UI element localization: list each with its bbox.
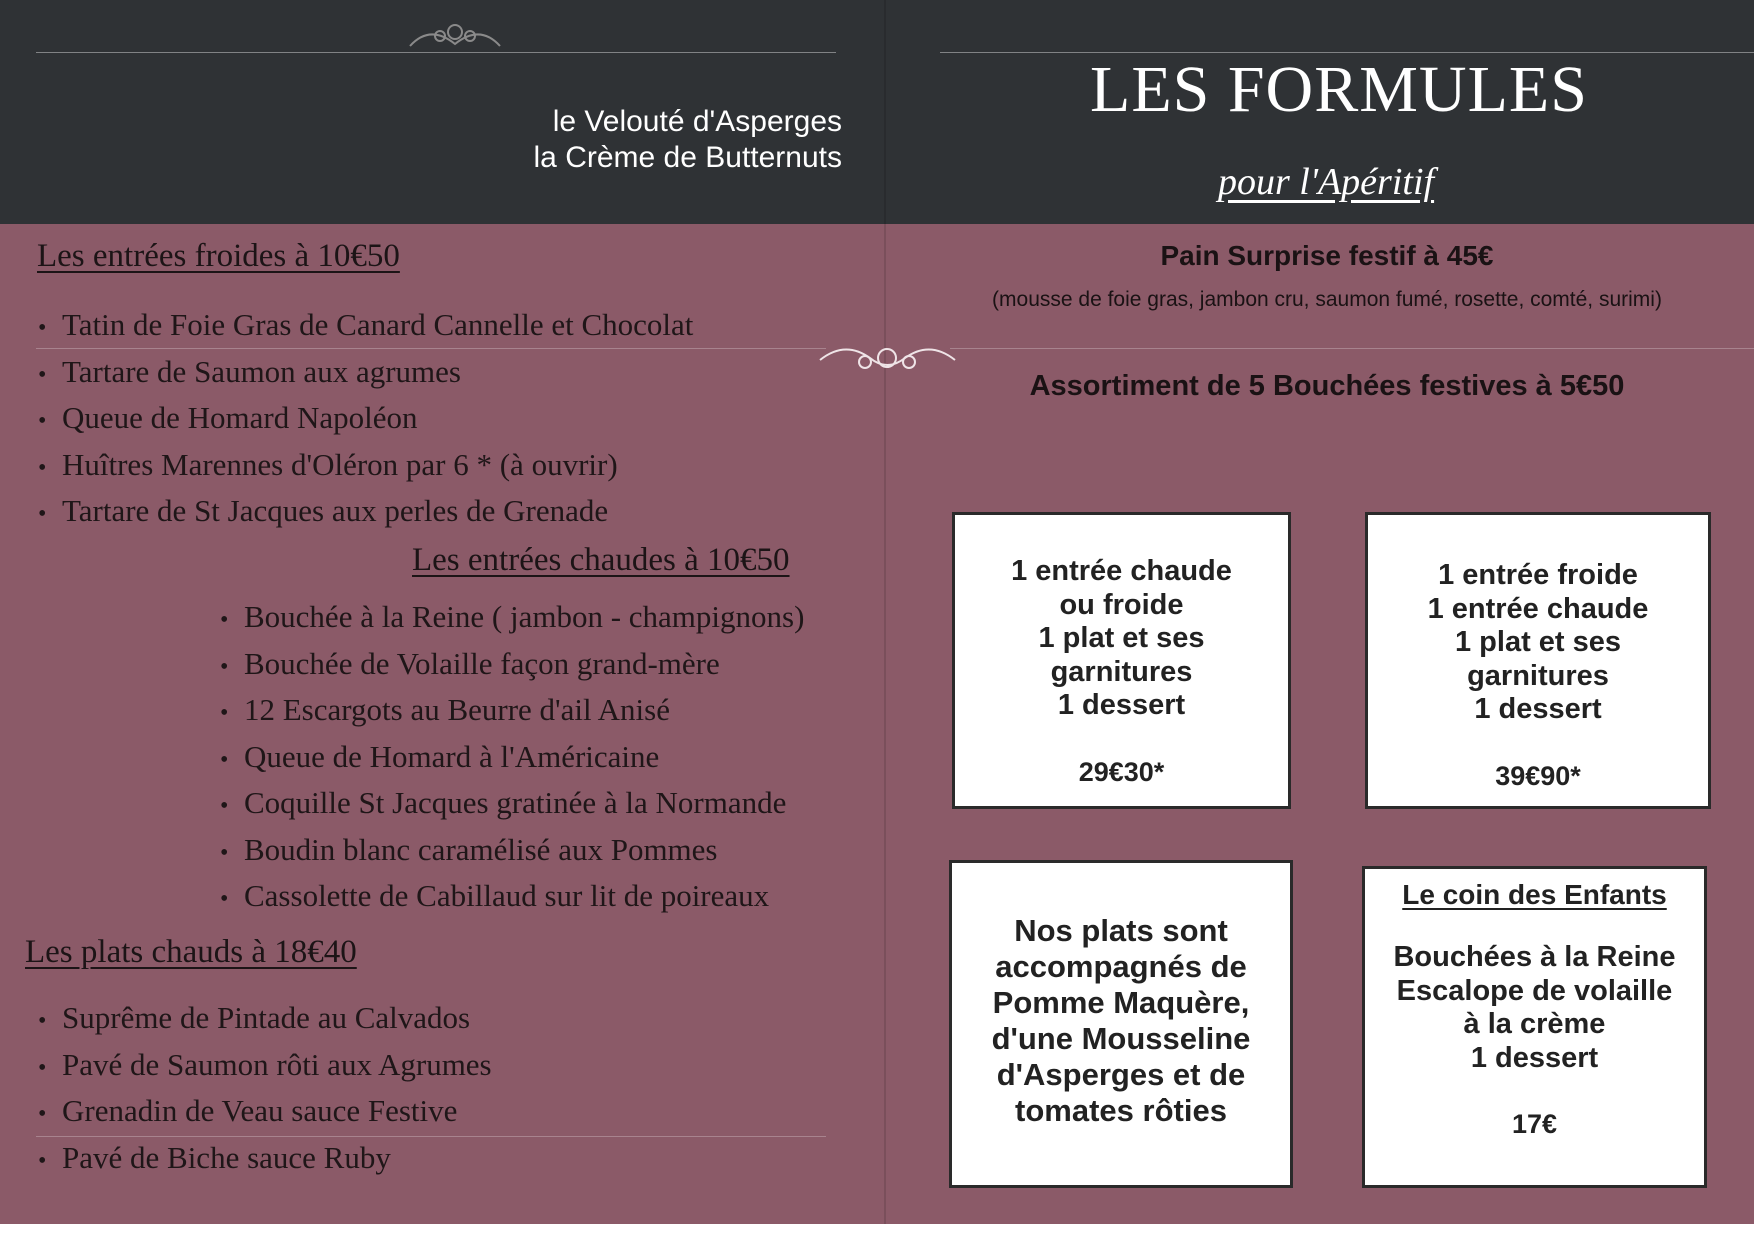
accompaniment-note-box (949, 860, 1293, 1188)
pain-surprise-description: (mousse de foie gras, jambon cru, saumon fumé, rosette, comté, surimi) (992, 288, 1662, 311)
formula-line: 1 entrée chaude (1011, 555, 1232, 587)
formula-line: 1 dessert (1474, 693, 1602, 725)
cold-starters-list (38, 302, 693, 535)
flourish-ornament-top (400, 14, 510, 54)
formula-line: 1 dessert (1057, 689, 1186, 721)
list-item: • Coquille St Jacques gratinée à la Normande (220, 780, 804, 827)
soup-item: la Crème de Butternuts (533, 141, 842, 174)
kids-line: 1 dessert (1470, 1041, 1599, 1074)
hot-dishes-title: Les plats chauds à 18€40 (25, 934, 357, 970)
note-line: d'Asperges et de (996, 1057, 1246, 1092)
kids-corner-box (1362, 866, 1707, 1188)
note-line: Pomme Maquère, (992, 985, 1250, 1020)
list-item: • Pavé de Biche sauce Ruby (38, 1135, 492, 1182)
list-item: • Tatin de Foie Gras de Canard Cannelle et Chocolat (38, 302, 693, 349)
soup-item: le Velouté d'Asperges (552, 105, 842, 138)
formula-line: 1 entrée chaude (1427, 592, 1649, 625)
hot-dishes-list (38, 995, 492, 1181)
page-title: LES FORMULES (1090, 53, 1588, 126)
formula-line: ou froide (1059, 588, 1184, 621)
soups (534, 104, 842, 176)
list-item: • Queue de Homard Napoléon (38, 395, 693, 442)
kids-line: Bouchées à la Reine (1393, 941, 1676, 973)
note-line: tomates rôties (1015, 1093, 1227, 1128)
list-item: • Tartare de St Jacques aux perles de Grenade (38, 488, 693, 535)
divider-rule-right (950, 348, 1754, 349)
formula-line: 1 plat et ses (1038, 622, 1205, 654)
fold-line (884, 0, 886, 1224)
page-subtitle: pour l'Apéritif (1218, 161, 1435, 203)
cold-starters-title: Les entrées froides à 10€50 (37, 238, 400, 274)
formula-price: 29€30* (1078, 756, 1165, 787)
hot-starters-title: Les entrées chaudes à 10€50 (412, 542, 790, 578)
note-line: Nos plats sont (1014, 913, 1228, 948)
list-item: • Bouchée de Volaille façon grand-mère (220, 641, 804, 688)
list-item: • Tartare de Saumon aux agrumes (38, 349, 693, 396)
list-item: • Queue de Homard à l'Américaine (220, 734, 804, 781)
list-item: • Boudin blanc caramélisé aux Pommes (220, 827, 804, 874)
kids-line: Escalope de volaille (1396, 974, 1673, 1007)
kids-corner-title: Le coin des Enfants (1402, 879, 1667, 910)
formula-line: 1 plat et ses (1454, 626, 1622, 658)
formula-line: garnitures (1050, 655, 1193, 688)
list-item: • Huîtres Marennes d'Oléron par 6 * (à ouvrir) (38, 442, 693, 489)
hot-starters-list (220, 594, 804, 920)
list-item: • Cassolette de Cabillaud sur lit de poireaux (220, 873, 804, 920)
formula-line: garnitures (1467, 659, 1609, 692)
note-line: d'une Mousseline (991, 1021, 1251, 1056)
list-item: • Suprême de Pintade au Calvados (38, 995, 492, 1042)
formula-price: 39€90* (1495, 760, 1581, 791)
list-item: • Grenadin de Veau sauce Festive (38, 1088, 492, 1135)
kids-price: 17€ (1511, 1109, 1558, 1139)
formula-box-1 (952, 512, 1291, 809)
list-item: • 12 Escargots au Beurre d'ail Anisé (220, 687, 804, 734)
pain-surprise-heading: Pain Surprise festif à 45€ (1160, 240, 1494, 271)
bouchees-heading: Assortiment de 5 Bouchées festives à 5€50 (1029, 370, 1625, 402)
formula-line: 1 entrée froide (1438, 559, 1638, 591)
list-item: • Bouchée à la Reine ( jambon - champignons) (220, 594, 804, 641)
note-line: accompagnés de (995, 949, 1247, 984)
list-item: • Pavé de Saumon rôti aux Agrumes (38, 1042, 492, 1089)
formula-box-2 (1365, 512, 1711, 809)
kids-line: à la crème (1463, 1008, 1606, 1040)
